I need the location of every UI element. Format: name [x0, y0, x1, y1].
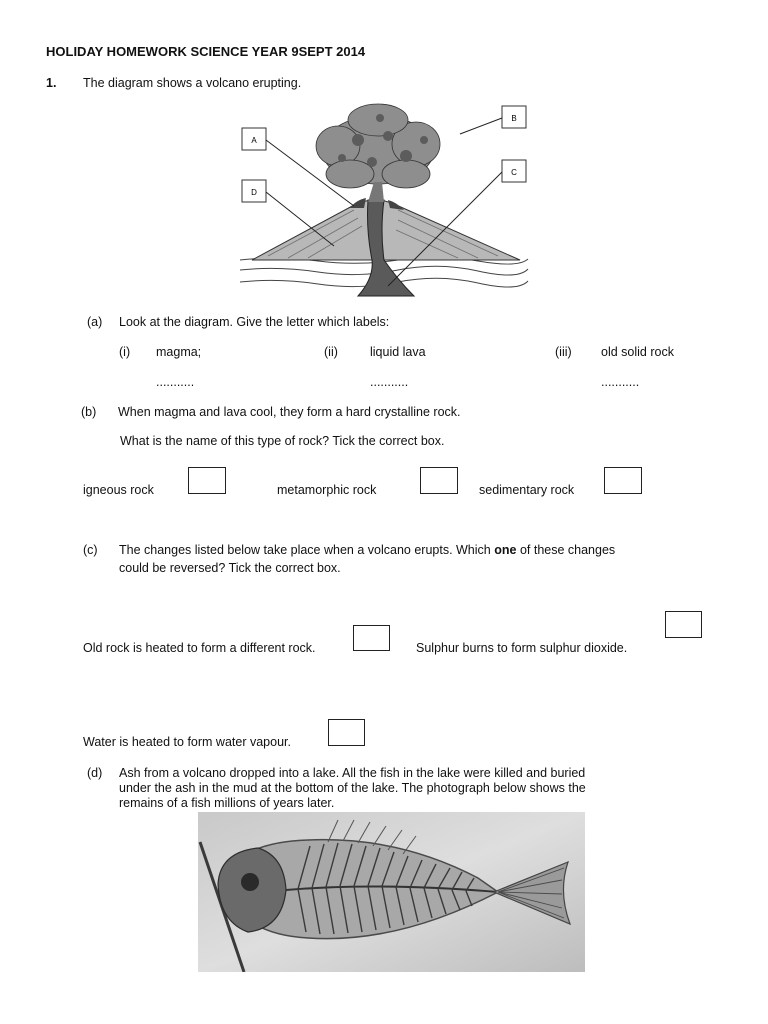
part-b-label: (b)	[81, 405, 97, 419]
part-d-line-3: remains of a fish millions of years later.	[119, 796, 335, 810]
part-a-item-1-blank[interactable]: ...........	[156, 375, 195, 389]
sulphur-burns-checkbox[interactable]	[665, 611, 702, 638]
option-sedimentary-rock: sedimentary rock	[479, 483, 575, 497]
option-sulphur-burns: Sulphur burns to form sulphur dioxide.	[416, 641, 628, 655]
option-old-rock-heated: Old rock is heated to form a different rock.	[83, 641, 316, 655]
part-a-item-2-blank[interactable]: ...........	[370, 375, 409, 389]
part-c-label: (c)	[83, 543, 98, 557]
option-water-heated: Water is heated to form water vapour.	[83, 735, 291, 749]
part-a-text: Look at the diagram. Give the letter which labels:	[119, 315, 390, 329]
part-c-text-after: of these changes	[519, 543, 616, 557]
part-c-text-line2: could be reversed? Tick the correct box.	[119, 561, 341, 575]
diagram-label-a: A	[251, 136, 257, 145]
old-rock-heated-checkbox[interactable]	[353, 625, 390, 651]
sedimentary-rock-checkbox[interactable]	[604, 467, 642, 494]
igneous-rock-checkbox[interactable]	[188, 467, 226, 494]
part-c-text	[119, 543, 615, 557]
part-a-item-1-num: (i)	[119, 345, 131, 359]
diagram-label-c: C	[511, 168, 517, 177]
water-heated-checkbox[interactable]	[328, 719, 365, 746]
part-c-text-bold: one	[494, 543, 517, 557]
volcano-diagram	[238, 100, 530, 300]
part-a-item-3-text: old solid rock	[601, 345, 674, 359]
diagram-label-d: D	[251, 188, 257, 197]
part-a-item-3-blank[interactable]: ...........	[601, 375, 640, 389]
part-b-question: What is the name of this type of rock? Tick the correct box.	[120, 434, 445, 448]
part-d-line-1: Ash from a volcano dropped into a lake. All the fish in the lake were killed and buried	[119, 766, 586, 780]
part-d-text	[119, 766, 586, 811]
part-a-item-1-text: magma;	[156, 345, 202, 359]
part-a-item-3-num: (iii)	[555, 345, 572, 359]
question-number: 1.	[46, 76, 57, 90]
part-a-label: (a)	[87, 315, 103, 329]
fish-fossil-photo	[198, 812, 585, 972]
option-igneous-rock: igneous rock	[83, 483, 154, 497]
metamorphic-rock-checkbox[interactable]	[420, 467, 458, 494]
page-title: HOLIDAY HOMEWORK SCIENCE YEAR 9SEPT 2014	[46, 44, 366, 59]
part-c-text-before: The changes listed below take place when a volcano erupts. Which	[119, 543, 491, 557]
diagram-label-b: B	[511, 114, 517, 123]
option-metamorphic-rock: metamorphic rock	[277, 483, 377, 497]
part-d-label: (d)	[87, 766, 103, 780]
part-a-item-2-text: liquid lava	[370, 345, 426, 359]
part-b-text: When magma and lava cool, they form a hard crystalline rock.	[118, 405, 461, 419]
part-d-line-2: under the ash in the mud at the bottom of the lake. The photograph below shows the	[119, 781, 586, 795]
part-a-item-2-num: (ii)	[324, 345, 338, 359]
question-intro: The diagram shows a volcano erupting.	[83, 76, 302, 90]
